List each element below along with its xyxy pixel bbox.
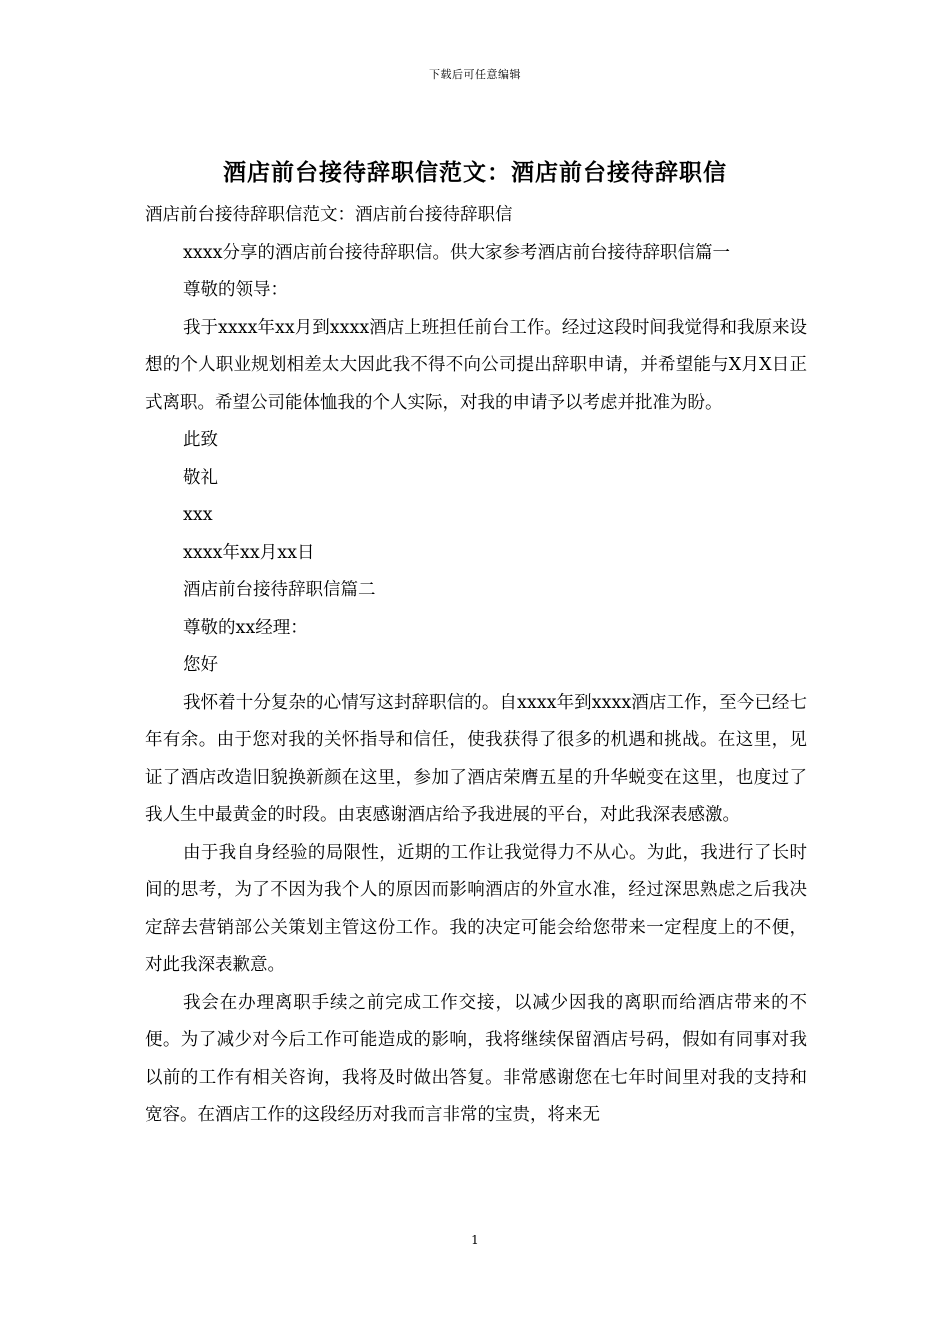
paragraph-date: xxxx年xx月xx日 [183,542,315,563]
paragraph-body: 我于xxxx年xx月到xxxx酒店上班担任前台工作。经过这段时间我觉得和我原来设想的个人职业规划相差太大因此我不得不向公司提出辞职申请，并希望能与X月X日正式离职。希望公司能体恤我的个人实际，对我的申请予以考虑并批准为盼。 [145,317,807,413]
paragraph-body: 我会在办理离职手续之前完成工作交接，以减少因我的离职而给酒店带来的不便。为了减少对今后工作可能造成的影响，我将继续保留酒店号码，假如有同事对我以前的工作有相关咨询，我将及时做出答复。非常感谢您在七年时间里对我的支持和宽容。在酒店工作的这段经历对我而言非常的宝贵，将来无 [145,992,807,1125]
paragraph-salutation: 尊敬的领导： [183,280,288,300]
paragraph-body: 我怀着十分复杂的心情写这封辞职信的。自xxxx年到xxxx酒店工作，至今已经七年有余。由于您对我的关怀指导和信任，使我获得了很多的机遇和挑战。在这里，见证了酒店改造旧貌换新颜在这里，参加了酒店荣膺五星的升华蜕变在这里，也度过了我人生中最黄金的时段。由衷感谢酒店给予我进展的平台，对此我深表感激。 [145,692,807,825]
page-number: 1 [471,1233,479,1247]
paragraph-regards: 敬礼 [183,467,218,488]
paragraph-greeting: 您好 [183,655,218,675]
document-title: 酒店前台接待辞职信范文：酒店前台接待辞职信 [223,159,727,186]
paragraph-signature: xxx [183,505,213,525]
document-body [145,197,807,1135]
paragraph-body: 由于我自身经验的局限性，近期的工作让我觉得力不从心。为此，我进行了长时间的思考，为了不因为我个人的原因而影响酒店的外宣水准，经过深思熟虑之后我决定辞去营销部公关策划主管这份工作。我的决定可能会给您带来一定程度上的不便，对此我深表歉意。 [145,842,807,975]
page-header-note: 下载后可任意编辑 [429,68,521,81]
paragraph-salutation: 尊敬的xx经理： [183,617,308,638]
paragraph-intro: xxxx分享的酒店前台接待辞职信。供大家参考酒店前台接待辞职信篇一 [183,242,730,263]
paragraph-section-heading: 酒店前台接待辞职信篇二 [183,580,376,600]
paragraph-closing: 此致 [183,430,218,450]
paragraph-subtitle: 酒店前台接待辞职信范文：酒店前台接待辞职信 [145,205,513,225]
